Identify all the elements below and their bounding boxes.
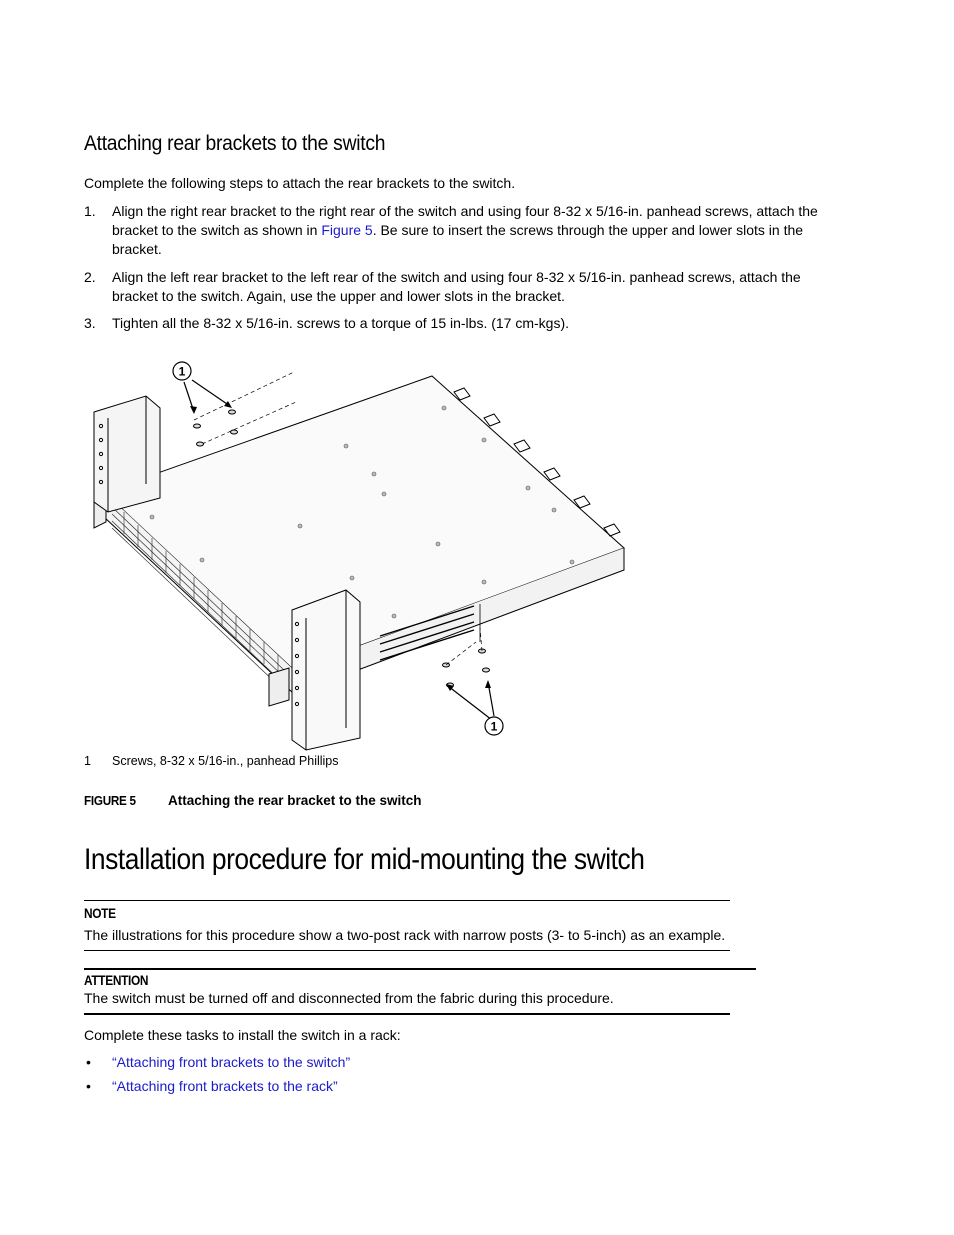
figure-caption-text: Attaching the rear bracket to the switch	[168, 793, 422, 808]
figure-caption-label: FIGURE 5	[84, 793, 136, 808]
task-link-front-brackets-rack[interactable]: “Attaching front brackets to the rack”	[112, 1078, 338, 1094]
step-text: Align the left rear bracket to the left rear of the switch and using four 8-32 x 5/16-in. panhead screws, attach the bracket to the switch. Again, use the upper and lower slots in the bracket.	[112, 269, 801, 304]
note-rule-top	[84, 900, 730, 901]
note-rule-bottom	[84, 950, 730, 951]
attention-label: ATTENTION	[84, 972, 149, 988]
step-text: Align the right rear bracket to the right rear of the switch and using four 8-32 x 5/16-in. panhead screws, attach the bracket to the switch as shown in Figure 5. Be sure to insert the screws through the upper and lower slots in the bracket.	[112, 203, 818, 257]
bullet-marker: •	[86, 1078, 91, 1094]
switch-bracket-illustration	[84, 352, 644, 752]
tasks-intro: Complete these tasks to install the switch in a rack:	[84, 1027, 401, 1043]
attention-rule-bottom	[84, 1013, 730, 1015]
note-text: The illustrations for this procedure show a two-post rack with narrow posts (3- to 5-inch) as an example.	[84, 927, 726, 943]
step-number: 3.	[84, 315, 96, 331]
step-text: Tighten all the 8-32 x 5/16-in. screws to a torque of 15 in-lbs. (17 cm-kgs).	[112, 315, 570, 331]
callout-number: 1	[490, 719, 498, 734]
attention-text: The switch must be turned off and disconnected from the fabric during this procedure.	[84, 990, 614, 1006]
bullet-marker: •	[86, 1054, 91, 1070]
section-heading: Installation procedure for mid-mounting the switch	[84, 843, 645, 876]
legend-text: Screws, 8-32 x 5/16-in., panhead Phillips	[112, 754, 339, 768]
task-link-front-brackets-switch[interactable]: “Attaching front brackets to the switch”	[112, 1054, 351, 1070]
step-number: 2.	[84, 269, 96, 285]
note-label: NOTE	[84, 905, 116, 921]
section-heading: Attaching rear brackets to the switch	[84, 132, 386, 155]
attention-rule-top	[84, 968, 756, 970]
figure-5-link[interactable]: Figure 5	[321, 222, 373, 238]
legend-number: 1	[84, 754, 91, 768]
callout-number: 1	[178, 364, 186, 379]
section-intro: Complete the following steps to attach the rear brackets to the switch.	[84, 175, 516, 191]
step-number: 1.	[84, 203, 96, 219]
